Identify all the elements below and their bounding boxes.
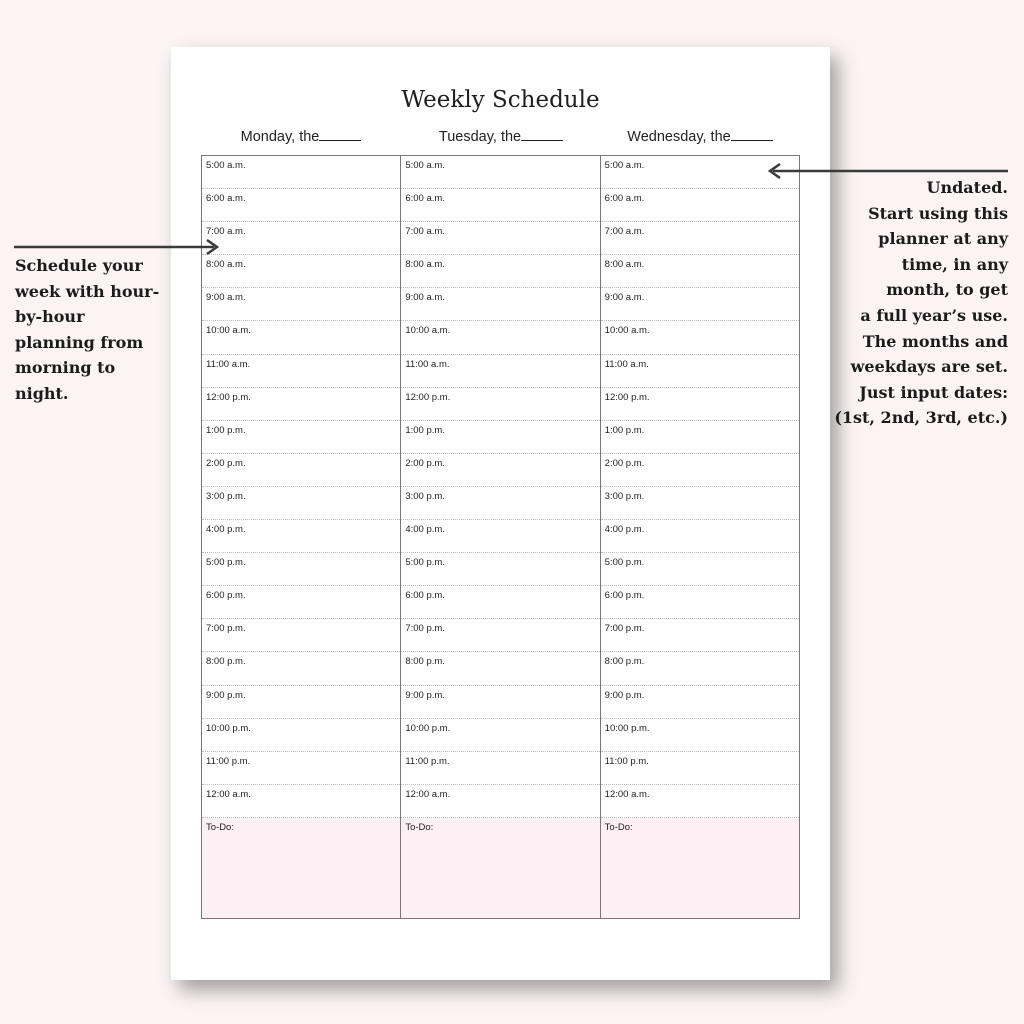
time-slot[interactable]: 3:00 p.m. (601, 487, 799, 520)
time-slot[interactable]: 8:00 a.m. (401, 255, 599, 288)
time-slot[interactable]: 12:00 p.m. (601, 388, 799, 421)
time-slot[interactable]: 6:00 a.m. (401, 189, 599, 222)
time-slot[interactable]: 11:00 a.m. (401, 355, 599, 388)
date-blank[interactable] (521, 128, 563, 141)
time-slot[interactable]: 2:00 p.m. (202, 454, 400, 487)
time-slot[interactable]: 2:00 p.m. (601, 454, 799, 487)
time-slot[interactable]: 9:00 p.m. (401, 686, 599, 719)
time-slot[interactable]: 9:00 p.m. (601, 686, 799, 719)
note-left: Schedule your week with hour- by-hour planning from morning to night. (15, 256, 160, 403)
day-label: Wednesday, the (627, 129, 731, 145)
time-slot[interactable]: 8:00 a.m. (202, 255, 400, 288)
time-slot[interactable]: 12:00 a.m. (202, 785, 400, 818)
arrow-right-icon (14, 237, 226, 257)
time-slot[interactable]: 3:00 p.m. (202, 487, 400, 520)
time-slot[interactable]: 12:00 p.m. (401, 388, 599, 421)
schedule-grid (201, 155, 800, 919)
date-blank[interactable] (731, 128, 773, 141)
day-column (202, 156, 401, 918)
time-slot[interactable]: 8:00 p.m. (202, 652, 400, 685)
todo-box[interactable]: To-Do: (401, 818, 599, 918)
time-slot[interactable]: 11:00 p.m. (401, 752, 599, 785)
time-slot[interactable]: 6:00 p.m. (202, 586, 400, 619)
time-slot[interactable]: 7:00 a.m. (401, 222, 599, 255)
time-slot[interactable]: 5:00 p.m. (202, 553, 400, 586)
planner-page (171, 47, 830, 980)
note-right: Undated. Start using this planner at any time, in any month, to get a full year’s use. The months and weekdays are set. Just input dates: (1st, 2nd, 3rd, etc.) (834, 178, 1008, 428)
time-slot[interactable]: 5:00 a.m. (401, 156, 599, 189)
time-slot[interactable]: 9:00 p.m. (202, 686, 400, 719)
time-slot[interactable]: 11:00 p.m. (202, 752, 400, 785)
time-slot[interactable]: 10:00 p.m. (202, 719, 400, 752)
time-slot[interactable]: 5:00 p.m. (601, 553, 799, 586)
time-slot[interactable]: 12:00 p.m. (202, 388, 400, 421)
time-slot[interactable]: 5:00 a.m. (202, 156, 400, 189)
time-slot[interactable]: 6:00 a.m. (202, 189, 400, 222)
time-slot[interactable]: 8:00 p.m. (601, 652, 799, 685)
time-slot[interactable]: 12:00 a.m. (401, 785, 599, 818)
time-slot[interactable]: 7:00 a.m. (202, 222, 400, 255)
time-slot[interactable]: 7:00 p.m. (202, 619, 400, 652)
time-slot[interactable]: 6:00 a.m. (601, 189, 799, 222)
time-slot[interactable]: 11:00 a.m. (202, 355, 400, 388)
time-slot[interactable]: 6:00 p.m. (401, 586, 599, 619)
day-label: Tuesday, the (438, 129, 522, 145)
time-slot[interactable]: 3:00 p.m. (401, 487, 599, 520)
time-slot[interactable]: 4:00 p.m. (401, 520, 599, 553)
time-slot[interactable]: 7:00 p.m. (401, 619, 599, 652)
todo-box[interactable]: To-Do: (202, 818, 400, 918)
arrow-left-icon (765, 161, 1011, 181)
todo-box[interactable]: To-Do: (601, 818, 799, 918)
time-slot[interactable]: 5:00 a.m. (601, 156, 799, 189)
time-slot[interactable]: 7:00 p.m. (601, 619, 799, 652)
time-slot[interactable]: 10:00 a.m. (202, 321, 400, 354)
time-slot[interactable]: 8:00 p.m. (401, 652, 599, 685)
time-slot[interactable]: 10:00 p.m. (601, 719, 799, 752)
time-slot[interactable]: 10:00 a.m. (601, 321, 799, 354)
time-slot[interactable]: 8:00 a.m. (601, 255, 799, 288)
time-slot[interactable]: 1:00 p.m. (202, 421, 400, 454)
time-slot[interactable]: 11:00 a.m. (601, 355, 799, 388)
time-slot[interactable]: 9:00 a.m. (202, 288, 400, 321)
day-column (601, 156, 799, 918)
page-title: Weekly Schedule (401, 87, 600, 113)
time-slot[interactable]: 1:00 p.m. (401, 421, 599, 454)
time-slot[interactable]: 6:00 p.m. (601, 586, 799, 619)
time-slot[interactable]: 9:00 a.m. (401, 288, 599, 321)
date-blank[interactable] (319, 128, 361, 141)
day-header-wednesday (600, 128, 800, 145)
time-slot[interactable]: 1:00 p.m. (601, 421, 799, 454)
time-slot[interactable]: 7:00 a.m. (601, 222, 799, 255)
time-slot[interactable]: 10:00 p.m. (401, 719, 599, 752)
day-header-tuesday (401, 128, 601, 145)
day-label: Monday, the (240, 129, 320, 145)
day-column (401, 156, 600, 918)
time-slot[interactable]: 9:00 a.m. (601, 288, 799, 321)
time-slot[interactable]: 4:00 p.m. (202, 520, 400, 553)
time-slot[interactable]: 4:00 p.m. (601, 520, 799, 553)
time-slot[interactable]: 2:00 p.m. (401, 454, 599, 487)
time-slot[interactable]: 10:00 a.m. (401, 321, 599, 354)
time-slot[interactable]: 12:00 a.m. (601, 785, 799, 818)
time-slot[interactable]: 11:00 p.m. (601, 752, 799, 785)
time-slot[interactable]: 5:00 p.m. (401, 553, 599, 586)
day-header-monday (201, 128, 401, 145)
